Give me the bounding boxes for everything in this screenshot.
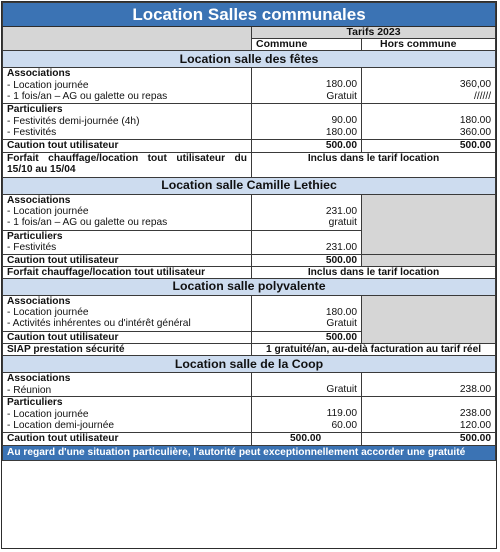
list-item: - Location journée bbox=[7, 205, 89, 217]
list-item: - Location journée bbox=[7, 79, 89, 91]
price-value: 238.00 bbox=[459, 408, 492, 420]
section-fetes-header bbox=[3, 51, 496, 68]
caution-row bbox=[3, 140, 496, 152]
group-label: Associations bbox=[7, 194, 71, 206]
header-blank-cell bbox=[3, 27, 252, 51]
tarif-table-frame bbox=[1, 1, 497, 549]
caution-commune: 500.00 bbox=[252, 433, 362, 445]
group-label: Particuliers bbox=[7, 104, 63, 116]
header-tarifs: Tarifs 2023 bbox=[252, 27, 496, 39]
group-label: Associations bbox=[7, 373, 71, 385]
commune-cell bbox=[252, 230, 362, 254]
forfait-value: Inclus dans le tarif location bbox=[252, 266, 496, 278]
particuliers-cell bbox=[3, 230, 252, 254]
commune-cell bbox=[252, 194, 362, 230]
price-value: 90.00 bbox=[331, 115, 357, 127]
list-item: - Réunion bbox=[7, 384, 52, 396]
price-value: 360.00 bbox=[459, 126, 492, 138]
unavailable-cell bbox=[362, 194, 496, 254]
price-value: Gratuit bbox=[326, 90, 357, 102]
header-commune: Commune bbox=[252, 39, 362, 51]
table-row bbox=[3, 194, 496, 230]
assoc-cell bbox=[3, 194, 252, 230]
price-value: 119.00 bbox=[326, 408, 357, 420]
list-item: - Activités inhérentes ou d'intérêt général bbox=[7, 318, 191, 330]
section-polyvalente-header bbox=[3, 279, 496, 296]
section-lethiec-header bbox=[3, 177, 496, 194]
price-value: 180.00 bbox=[325, 126, 357, 138]
price-value: 231.00 bbox=[325, 205, 357, 217]
table-row bbox=[3, 68, 496, 104]
particuliers-cell bbox=[3, 104, 252, 140]
caution-label: Caution tout utilisateur bbox=[3, 140, 252, 152]
assoc-cell bbox=[3, 68, 252, 104]
list-item: - Location journée bbox=[7, 408, 89, 420]
section-title: Location salle polyvalente bbox=[3, 279, 496, 296]
commune-cell bbox=[252, 296, 362, 332]
forfait-row bbox=[3, 152, 496, 177]
commune-cell bbox=[252, 397, 362, 433]
hors-commune-cell bbox=[362, 397, 496, 433]
list-item: - Festivités demi-journée (4h) bbox=[7, 115, 140, 127]
section-title: Location salle Camille Lethiec bbox=[3, 177, 496, 194]
list-item: - Festivités bbox=[7, 126, 57, 138]
forfait-row bbox=[3, 266, 496, 278]
caution-hors-commune: 500.00 bbox=[362, 140, 496, 152]
price-value: 180.00 bbox=[459, 115, 492, 127]
section-coop-header bbox=[3, 356, 496, 373]
caution-label: Caution tout utilisateur bbox=[3, 332, 252, 344]
price-value: 231.00 bbox=[325, 241, 357, 253]
unavailable-cell bbox=[362, 296, 496, 344]
price-value: gratuit bbox=[328, 216, 357, 228]
price-value: Gratuit bbox=[326, 318, 357, 330]
page-title: Location Salles communales bbox=[3, 3, 496, 27]
list-item: - Festivités bbox=[7, 241, 57, 253]
particuliers-cell bbox=[3, 397, 252, 433]
list-item: - Location journée bbox=[7, 307, 89, 319]
commune-cell bbox=[252, 373, 362, 397]
hors-commune-cell bbox=[362, 373, 496, 397]
table-row bbox=[3, 296, 496, 332]
price-value: 180.00 bbox=[325, 307, 357, 319]
group-label: Particuliers bbox=[7, 397, 63, 409]
section-title: Location salle des fêtes bbox=[3, 51, 496, 68]
group-label: Particuliers bbox=[7, 230, 63, 242]
caution-value: 500.00 bbox=[252, 254, 362, 266]
caution-hors-commune: 500.00 bbox=[362, 433, 496, 445]
price-value: 238.00 bbox=[459, 384, 492, 396]
forfait-label: Forfait chauffage/location tout utilisateur du 15/10 au 15/04 bbox=[3, 152, 252, 177]
price-value: 60.00 bbox=[331, 419, 357, 431]
unavailable-cell bbox=[362, 254, 496, 266]
tarif-table bbox=[2, 2, 496, 461]
section-title: Location salle de la Coop bbox=[3, 356, 496, 373]
table-row bbox=[3, 373, 496, 397]
caution-label: Caution tout utilisateur bbox=[3, 254, 252, 266]
header-hors-commune: Hors commune bbox=[362, 39, 496, 51]
list-item: - 1 fois/an – AG ou galette ou repas bbox=[7, 90, 168, 102]
caution-value: 500.00 bbox=[252, 332, 362, 344]
header-row-tarifs bbox=[3, 27, 496, 39]
footer-row bbox=[3, 445, 496, 460]
group-label: Associations bbox=[7, 296, 71, 308]
siap-label: SIAP prestation sécurité bbox=[3, 344, 252, 356]
commune-cell bbox=[252, 68, 362, 104]
list-item: - 1 fois/an – AG ou galette ou repas bbox=[7, 217, 168, 229]
group-label: Associations bbox=[7, 68, 71, 80]
siap-row bbox=[3, 344, 496, 356]
table-row bbox=[3, 104, 496, 140]
price-value: Gratuit bbox=[326, 384, 357, 396]
title-row bbox=[3, 3, 496, 27]
caution-row bbox=[3, 433, 496, 445]
footer-note: Au regard d'une situation particulière, l'autorité peut exceptionnellement accorder une gratuité bbox=[3, 445, 496, 460]
forfait-value: Inclus dans le tarif location bbox=[252, 152, 496, 177]
hors-commune-cell bbox=[362, 68, 496, 104]
hors-commune-cell bbox=[362, 104, 496, 140]
list-item: - Location demi-journée bbox=[7, 419, 115, 431]
price-value: ////// bbox=[474, 90, 492, 102]
forfait-label: Forfait chauffage/location tout utilisateur bbox=[3, 266, 252, 278]
siap-value: 1 gratuité/an, au-delà facturation au tarif réel bbox=[252, 344, 496, 356]
price-value: 120.00 bbox=[459, 419, 492, 431]
commune-cell bbox=[252, 104, 362, 140]
assoc-cell bbox=[3, 296, 252, 332]
assoc-cell bbox=[3, 373, 252, 397]
caution-label: Caution tout utilisateur bbox=[3, 433, 252, 445]
caution-commune: 500.00 bbox=[252, 140, 362, 152]
price-value: 360,00 bbox=[459, 79, 492, 91]
caution-row bbox=[3, 254, 496, 266]
table-row bbox=[3, 397, 496, 433]
price-value: 180.00 bbox=[325, 79, 357, 91]
